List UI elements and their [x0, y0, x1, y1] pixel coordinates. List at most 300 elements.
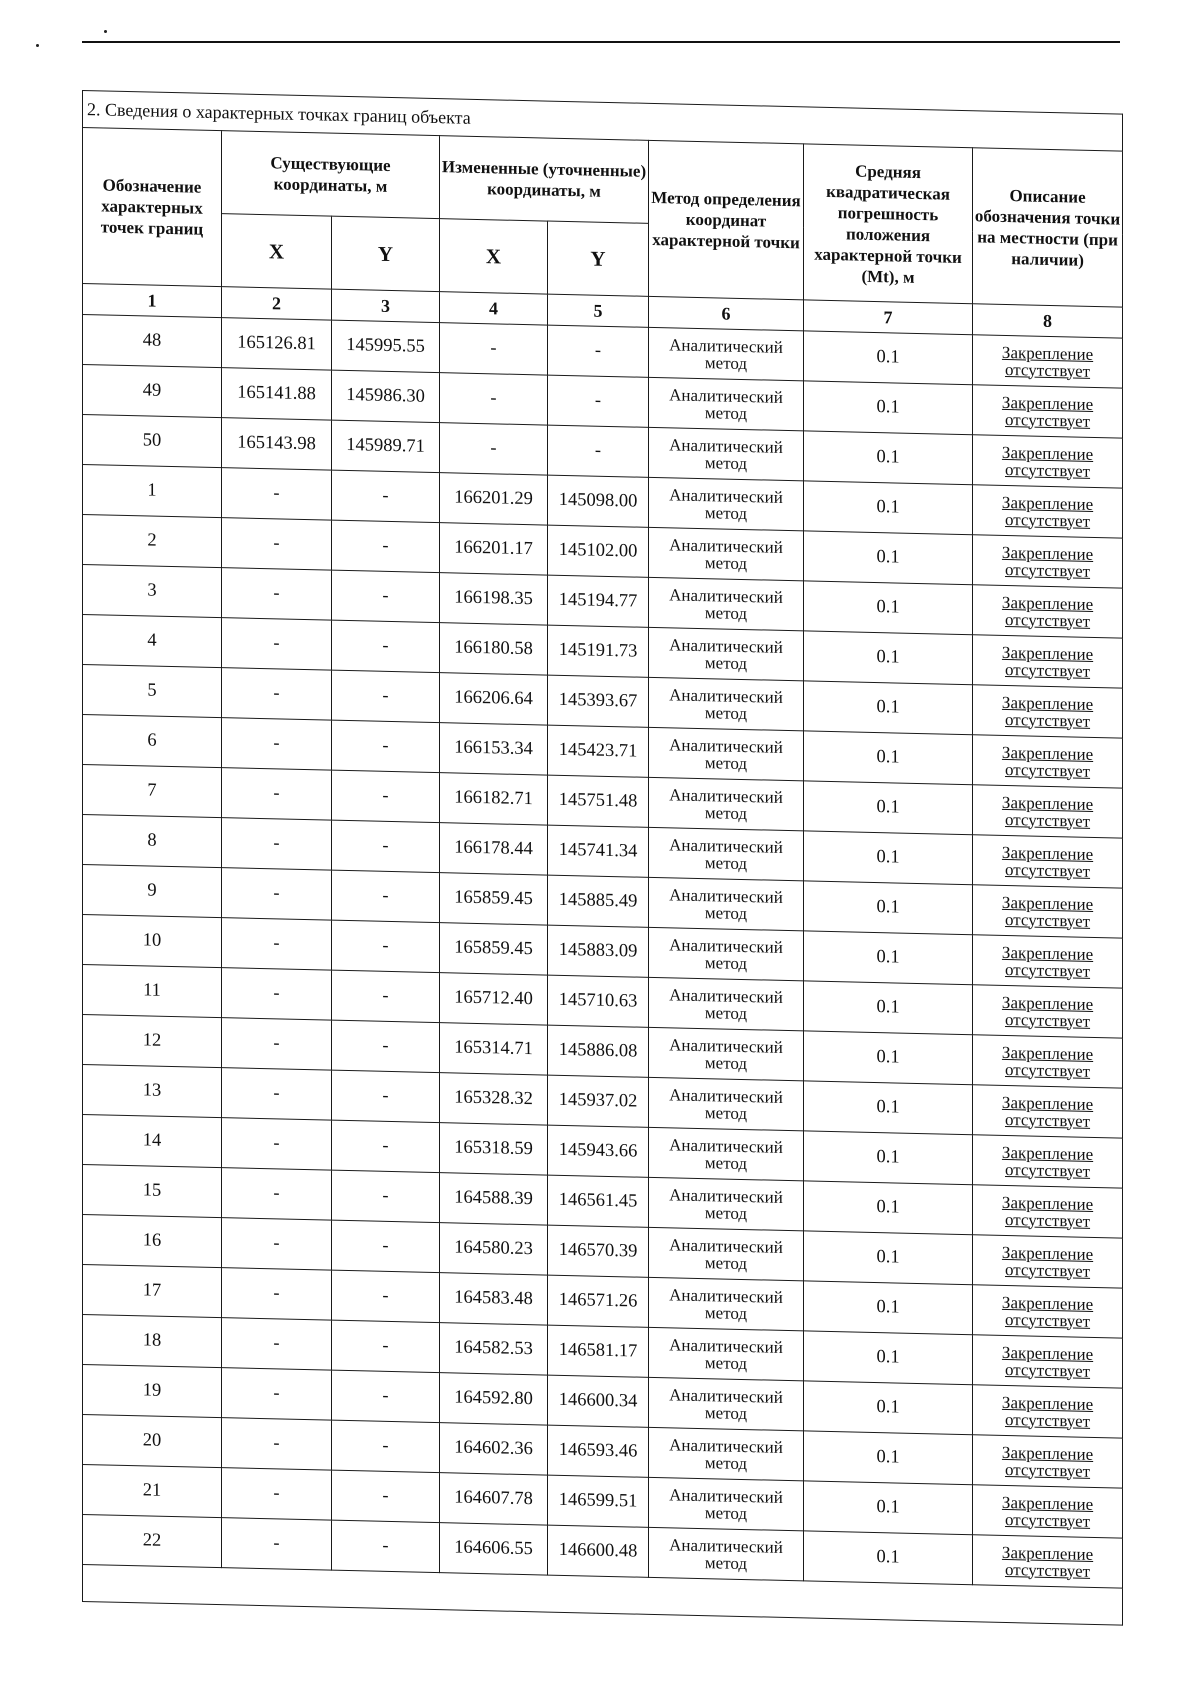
changed-y-cell: - [548, 425, 649, 477]
method-cell [649, 377, 804, 431]
mt-cell: 0.1 [804, 1331, 973, 1385]
column-number: 6 [649, 296, 804, 331]
method-text: метод [704, 652, 748, 673]
description-text: Закрепление [1001, 1192, 1094, 1214]
point-number-cell: 14 [83, 1115, 222, 1168]
method-cell [649, 1177, 804, 1231]
point-number-cell: 50 [83, 415, 222, 468]
point-number-cell: 17 [83, 1265, 222, 1318]
existing-x-cell: - [222, 768, 332, 820]
description-cell [973, 1485, 1123, 1538]
existing-y-cell: - [332, 1020, 440, 1072]
mt-cell: 0.1 [804, 931, 973, 985]
description-text: Закрепление [1001, 1042, 1094, 1064]
changed-y-cell: 145102.00 [548, 525, 649, 577]
column-number: 2 [222, 287, 332, 320]
method-cell [649, 427, 804, 481]
column-number: 4 [440, 292, 548, 325]
description-cell [973, 1535, 1123, 1588]
description-text: отсутствует [1005, 1009, 1091, 1031]
changed-x-cell: 166178.44 [440, 823, 548, 875]
changed-y-cell: - [548, 375, 649, 427]
existing-x-cell: - [222, 1118, 332, 1170]
existing-x-cell: - [222, 968, 332, 1020]
description-text: отсутствует [1005, 359, 1091, 381]
existing-y-cell: - [332, 1470, 440, 1522]
changed-y-cell: 145883.09 [548, 925, 649, 977]
changed-y-cell: 146599.51 [548, 1475, 649, 1527]
point-number-cell: 22 [83, 1515, 222, 1568]
description-text: Закрепление [1001, 842, 1094, 864]
point-number-cell: 11 [83, 965, 222, 1018]
method-text: метод [704, 752, 748, 773]
method-cell [649, 477, 804, 531]
changed-x-cell: 166153.34 [440, 723, 548, 775]
description-text: Закрепление [1001, 1292, 1094, 1314]
method-text: метод [704, 352, 748, 373]
changed-x-cell: - [440, 423, 548, 475]
description-text: отсутствует [1005, 1259, 1091, 1281]
existing-y-cell: 145989.71 [332, 420, 440, 472]
mt-cell: 0.1 [804, 581, 973, 635]
description-cell [973, 1035, 1123, 1088]
description-text: отсутствует [1005, 1559, 1091, 1581]
points-sheet [82, 90, 1122, 1626]
mt-cell: 0.1 [804, 1081, 973, 1135]
method-cell [649, 527, 804, 581]
mt-cell: 0.1 [804, 731, 973, 785]
changed-y-cell: 145423.71 [548, 725, 649, 777]
existing-y-cell: - [332, 620, 440, 672]
mt-cell: 0.1 [804, 881, 973, 935]
method-text: Аналитический [669, 384, 783, 407]
existing-y-cell: - [332, 470, 440, 522]
changed-y-cell: 146570.39 [548, 1225, 649, 1277]
changed-x-cell: 166182.71 [440, 773, 548, 825]
header-changed-coords: Измененные (уточненные) координаты, м [440, 136, 649, 224]
description-cell [973, 585, 1123, 638]
description-text: отсутствует [1005, 1459, 1091, 1481]
existing-y-cell: - [332, 1320, 440, 1372]
mt-cell: 0.1 [804, 381, 973, 435]
description-cell [973, 885, 1123, 938]
existing-y-cell: - [332, 820, 440, 872]
description-text: отсутствует [1005, 409, 1091, 431]
section-title: 2. Сведения о характерных точках границ объекта [83, 91, 1123, 152]
header-existing-x: X [222, 214, 332, 289]
point-number-cell: 3 [83, 565, 222, 618]
header-changed-x: X [440, 219, 548, 294]
existing-y-cell: - [332, 1070, 440, 1122]
method-text: метод [704, 1052, 748, 1073]
changed-y-cell: 145943.66 [548, 1125, 649, 1177]
point-number-cell: 10 [83, 915, 222, 968]
method-text: Аналитический [669, 1334, 783, 1357]
point-number-cell: 15 [83, 1165, 222, 1218]
mt-cell: 0.1 [804, 1531, 973, 1585]
existing-x-cell: - [222, 868, 332, 920]
changed-y-cell: 146581.17 [548, 1325, 649, 1377]
method-text: метод [704, 1202, 748, 1223]
existing-x-cell: - [222, 918, 332, 970]
method-cell [649, 1027, 804, 1081]
existing-x-cell: - [222, 618, 332, 670]
existing-y-cell: - [332, 1120, 440, 1172]
description-text: Закрепление [1001, 1392, 1094, 1414]
description-text: Закрепление [1001, 492, 1094, 514]
column-number: 3 [332, 289, 440, 322]
mt-cell: 0.1 [804, 1281, 973, 1335]
column-number: 8 [973, 304, 1123, 338]
method-text: Аналитический [669, 1034, 783, 1057]
changed-x-cell: - [440, 373, 548, 425]
method-text: метод [704, 1102, 748, 1123]
description-cell [973, 1235, 1123, 1288]
changed-x-cell: 164588.39 [440, 1173, 548, 1225]
method-text: метод [704, 702, 748, 723]
existing-x-cell: - [222, 1168, 332, 1220]
point-number-cell: 2 [83, 515, 222, 568]
description-cell [973, 1185, 1123, 1238]
method-text: метод [704, 1502, 748, 1523]
method-cell [649, 827, 804, 881]
method-text: Аналитический [669, 884, 783, 907]
header-mean-square-error: Средняя квадратическая погрешность положения характерной точки (Mt), м [804, 144, 973, 304]
existing-x-cell: 165143.98 [222, 418, 332, 470]
description-cell [973, 385, 1123, 438]
method-text: Аналитический [669, 734, 783, 757]
method-text: метод [704, 402, 748, 423]
method-text: метод [704, 1352, 748, 1373]
changed-y-cell: 145710.63 [548, 975, 649, 1027]
method-text: метод [704, 1302, 748, 1323]
header-existing-y: Y [332, 216, 440, 291]
method-text: Аналитический [669, 684, 783, 707]
method-text: Аналитический [669, 1134, 783, 1157]
existing-x-cell: - [222, 518, 332, 570]
description-text: Закрепление [1001, 742, 1094, 764]
method-cell [649, 577, 804, 631]
description-text: Закрепление [1001, 1242, 1094, 1264]
existing-y-cell: - [332, 1220, 440, 1272]
description-cell [973, 1135, 1123, 1188]
points-body [83, 315, 1123, 1589]
changed-x-cell: 166201.29 [440, 473, 548, 525]
changed-y-cell: 145098.00 [548, 475, 649, 527]
existing-x-cell: 165126.81 [222, 318, 332, 370]
changed-y-cell: 145194.77 [548, 575, 649, 627]
changed-y-cell: 145191.73 [548, 625, 649, 677]
method-text: Аналитический [669, 984, 783, 1007]
description-text: отсутствует [1005, 909, 1091, 931]
point-number-cell: 16 [83, 1215, 222, 1268]
point-number-cell: 49 [83, 365, 222, 418]
description-text: отсутствует [1005, 1059, 1091, 1081]
existing-x-cell: - [222, 668, 332, 720]
method-text: метод [704, 1402, 748, 1423]
scan-speck [104, 30, 107, 33]
description-text: отсутствует [1005, 1509, 1091, 1531]
header-point-designation: Обозначение характерных точек границ [83, 128, 222, 287]
method-text: метод [704, 452, 748, 473]
description-text: отсутствует [1005, 809, 1091, 831]
changed-y-cell: 146561.45 [548, 1175, 649, 1227]
method-text: метод [704, 1152, 748, 1173]
changed-x-cell: 164582.53 [440, 1323, 548, 1375]
existing-y-cell: - [332, 970, 440, 1022]
description-text: отсутствует [1005, 1159, 1091, 1181]
changed-x-cell: 165859.45 [440, 923, 548, 975]
point-number-cell: 19 [83, 1365, 222, 1418]
changed-x-cell: 164583.48 [440, 1273, 548, 1325]
existing-y-cell: - [332, 1370, 440, 1422]
column-number: 7 [804, 300, 973, 335]
existing-x-cell: - [222, 1218, 332, 1270]
description-text: отсутствует [1005, 1359, 1091, 1381]
existing-x-cell: - [222, 1418, 332, 1470]
existing-y-cell: - [332, 1420, 440, 1472]
description-text: Закрепление [1001, 392, 1094, 414]
mt-cell: 0.1 [804, 1381, 973, 1435]
method-cell [649, 327, 804, 381]
point-number-cell: 8 [83, 815, 222, 868]
method-text: Аналитический [669, 634, 783, 657]
method-text: Аналитический [669, 1234, 783, 1257]
mt-cell: 0.1 [804, 631, 973, 685]
header-existing-coords: Существующие координаты, м [222, 131, 440, 219]
description-text: Закрепление [1001, 942, 1094, 964]
method-cell [649, 1327, 804, 1381]
description-text: Закрепление [1001, 442, 1094, 464]
existing-x-cell: - [222, 718, 332, 770]
method-text: Аналитический [669, 1434, 783, 1457]
method-text: Аналитический [669, 1384, 783, 1407]
existing-y-cell: 145995.55 [332, 320, 440, 372]
method-cell [649, 1077, 804, 1131]
method-text: Аналитический [669, 434, 783, 457]
method-text: Аналитический [669, 784, 783, 807]
changed-x-cell: 166206.64 [440, 673, 548, 725]
description-text: Закрепление [1001, 1442, 1094, 1464]
description-text: отсутствует [1005, 1109, 1091, 1131]
description-text: отсутствует [1005, 759, 1091, 781]
point-number-cell: 6 [83, 715, 222, 768]
description-text: Закрепление [1001, 542, 1094, 564]
description-cell [973, 785, 1123, 838]
changed-y-cell: 145937.02 [548, 1075, 649, 1127]
description-text: Закрепление [1001, 1492, 1094, 1514]
method-text: Аналитический [669, 1084, 783, 1107]
method-text: метод [704, 1452, 748, 1473]
method-text: Аналитический [669, 834, 783, 857]
existing-y-cell: - [332, 670, 440, 722]
description-cell [973, 535, 1123, 588]
mt-cell: 0.1 [804, 431, 973, 485]
mt-cell: 0.1 [804, 831, 973, 885]
description-cell [973, 985, 1123, 1038]
method-text: Аналитический [669, 934, 783, 957]
method-cell [649, 977, 804, 1031]
changed-x-cell: - [440, 323, 548, 375]
description-text: Закрепление [1001, 342, 1094, 364]
mt-cell: 0.1 [804, 1231, 973, 1285]
mt-cell: 0.1 [804, 781, 973, 835]
existing-y-cell: - [332, 870, 440, 922]
description-text: Закрепление [1001, 1542, 1094, 1564]
method-text: метод [704, 802, 748, 823]
header-changed-y: Y [548, 221, 649, 296]
description-text: отсутствует [1005, 509, 1091, 531]
point-number-cell: 5 [83, 665, 222, 718]
description-cell [973, 635, 1123, 688]
method-cell [649, 777, 804, 831]
existing-x-cell: - [222, 568, 332, 620]
description-text: отсутствует [1005, 609, 1091, 631]
existing-y-cell: - [332, 720, 440, 772]
existing-x-cell: - [222, 1318, 332, 1370]
existing-y-cell: - [332, 1520, 440, 1572]
description-text: Закрепление [1001, 1142, 1094, 1164]
description-text: Закрепление [1001, 1342, 1094, 1364]
method-text: Аналитический [669, 1484, 783, 1507]
changed-x-cell: 165318.59 [440, 1123, 548, 1175]
description-text: отсутствует [1005, 859, 1091, 881]
changed-y-cell: 146593.46 [548, 1425, 649, 1477]
method-cell [649, 1477, 804, 1531]
changed-y-cell: 145751.48 [548, 775, 649, 827]
changed-y-cell: 145886.08 [548, 1025, 649, 1077]
changed-x-cell: 164607.78 [440, 1473, 548, 1525]
method-text: метод [704, 602, 748, 623]
existing-x-cell: - [222, 1068, 332, 1120]
method-cell [649, 1227, 804, 1281]
method-cell [649, 1277, 804, 1331]
changed-x-cell: 166198.35 [440, 573, 548, 625]
method-text: Аналитический [669, 334, 783, 357]
header-rule [82, 41, 1120, 43]
existing-x-cell: - [222, 1018, 332, 1070]
method-text: Аналитический [669, 534, 783, 557]
method-cell [649, 877, 804, 931]
header-point-description: Описание обозначения точки на местности (при наличии) [973, 148, 1123, 307]
description-text: отсутствует [1005, 959, 1091, 981]
method-text: метод [704, 502, 748, 523]
existing-y-cell: - [332, 920, 440, 972]
method-text: Аналитический [669, 484, 783, 507]
changed-y-cell: - [548, 325, 649, 377]
description-cell [973, 435, 1123, 488]
changed-y-cell: 145885.49 [548, 875, 649, 927]
method-text: Аналитический [669, 1534, 783, 1557]
mt-cell: 0.1 [804, 1481, 973, 1535]
point-number-cell: 20 [83, 1415, 222, 1468]
existing-y-cell: - [332, 1170, 440, 1222]
description-cell [973, 1085, 1123, 1138]
existing-y-cell: - [332, 770, 440, 822]
method-text: метод [704, 852, 748, 873]
changed-y-cell: 145741.34 [548, 825, 649, 877]
description-text: отсутствует [1005, 1409, 1091, 1431]
column-number: 1 [83, 284, 222, 318]
existing-x-cell: - [222, 1268, 332, 1320]
changed-y-cell: 146571.26 [548, 1275, 649, 1327]
existing-x-cell: - [222, 1518, 332, 1570]
method-cell [649, 1377, 804, 1431]
method-cell [649, 1127, 804, 1181]
header-method: Метод определения координат характерной точки [649, 140, 804, 300]
existing-y-cell: - [332, 570, 440, 622]
changed-y-cell: 146600.34 [548, 1375, 649, 1427]
description-text: Закрепление [1001, 792, 1094, 814]
description-cell [973, 835, 1123, 888]
description-cell [973, 1385, 1123, 1438]
method-text: метод [704, 552, 748, 573]
method-text: метод [704, 1252, 748, 1273]
description-text: отсутствует [1005, 1309, 1091, 1331]
changed-x-cell: 164580.23 [440, 1223, 548, 1275]
column-number: 5 [548, 294, 649, 327]
method-text: метод [704, 1002, 748, 1023]
method-cell [649, 727, 804, 781]
changed-x-cell: 164592.80 [440, 1373, 548, 1425]
existing-x-cell: - [222, 818, 332, 870]
changed-x-cell: 165859.45 [440, 873, 548, 925]
existing-x-cell: - [222, 1368, 332, 1420]
description-cell [973, 1435, 1123, 1488]
changed-x-cell: 166180.58 [440, 623, 548, 675]
description-text: Закрепление [1001, 642, 1094, 664]
mt-cell: 0.1 [804, 1181, 973, 1235]
method-cell [649, 677, 804, 731]
point-number-cell: 18 [83, 1315, 222, 1368]
existing-x-cell: - [222, 468, 332, 520]
point-number-cell: 48 [83, 315, 222, 368]
existing-y-cell: - [332, 520, 440, 572]
method-text: метод [704, 952, 748, 973]
method-text: метод [704, 902, 748, 923]
method-cell [649, 1527, 804, 1581]
description-text: отсутствует [1005, 459, 1091, 481]
mt-cell: 0.1 [804, 1031, 973, 1085]
description-cell [973, 485, 1123, 538]
method-cell [649, 1427, 804, 1481]
changed-x-cell: 165712.40 [440, 973, 548, 1025]
point-number-cell: 1 [83, 465, 222, 518]
changed-y-cell: 146600.48 [548, 1525, 649, 1577]
method-cell [649, 927, 804, 981]
point-number-cell: 9 [83, 865, 222, 918]
changed-x-cell: 165314.71 [440, 1023, 548, 1075]
description-text: Закрепление [1001, 692, 1094, 714]
changed-x-cell: 164606.55 [440, 1523, 548, 1575]
existing-x-cell: 165141.88 [222, 368, 332, 420]
boundary-points-table [82, 90, 1123, 1626]
mt-cell: 0.1 [804, 531, 973, 585]
description-text: отсутствует [1005, 709, 1091, 731]
method-cell [649, 627, 804, 681]
point-number-cell: 4 [83, 615, 222, 668]
scan-speck [36, 44, 39, 47]
point-number-cell: 7 [83, 765, 222, 818]
changed-x-cell: 166201.17 [440, 523, 548, 575]
description-cell [973, 1335, 1123, 1388]
description-text: Закрепление [1001, 592, 1094, 614]
existing-y-cell: - [332, 1270, 440, 1322]
point-number-cell: 21 [83, 1465, 222, 1518]
point-number-cell: 13 [83, 1065, 222, 1118]
description-cell [973, 735, 1123, 788]
mt-cell: 0.1 [804, 481, 973, 535]
